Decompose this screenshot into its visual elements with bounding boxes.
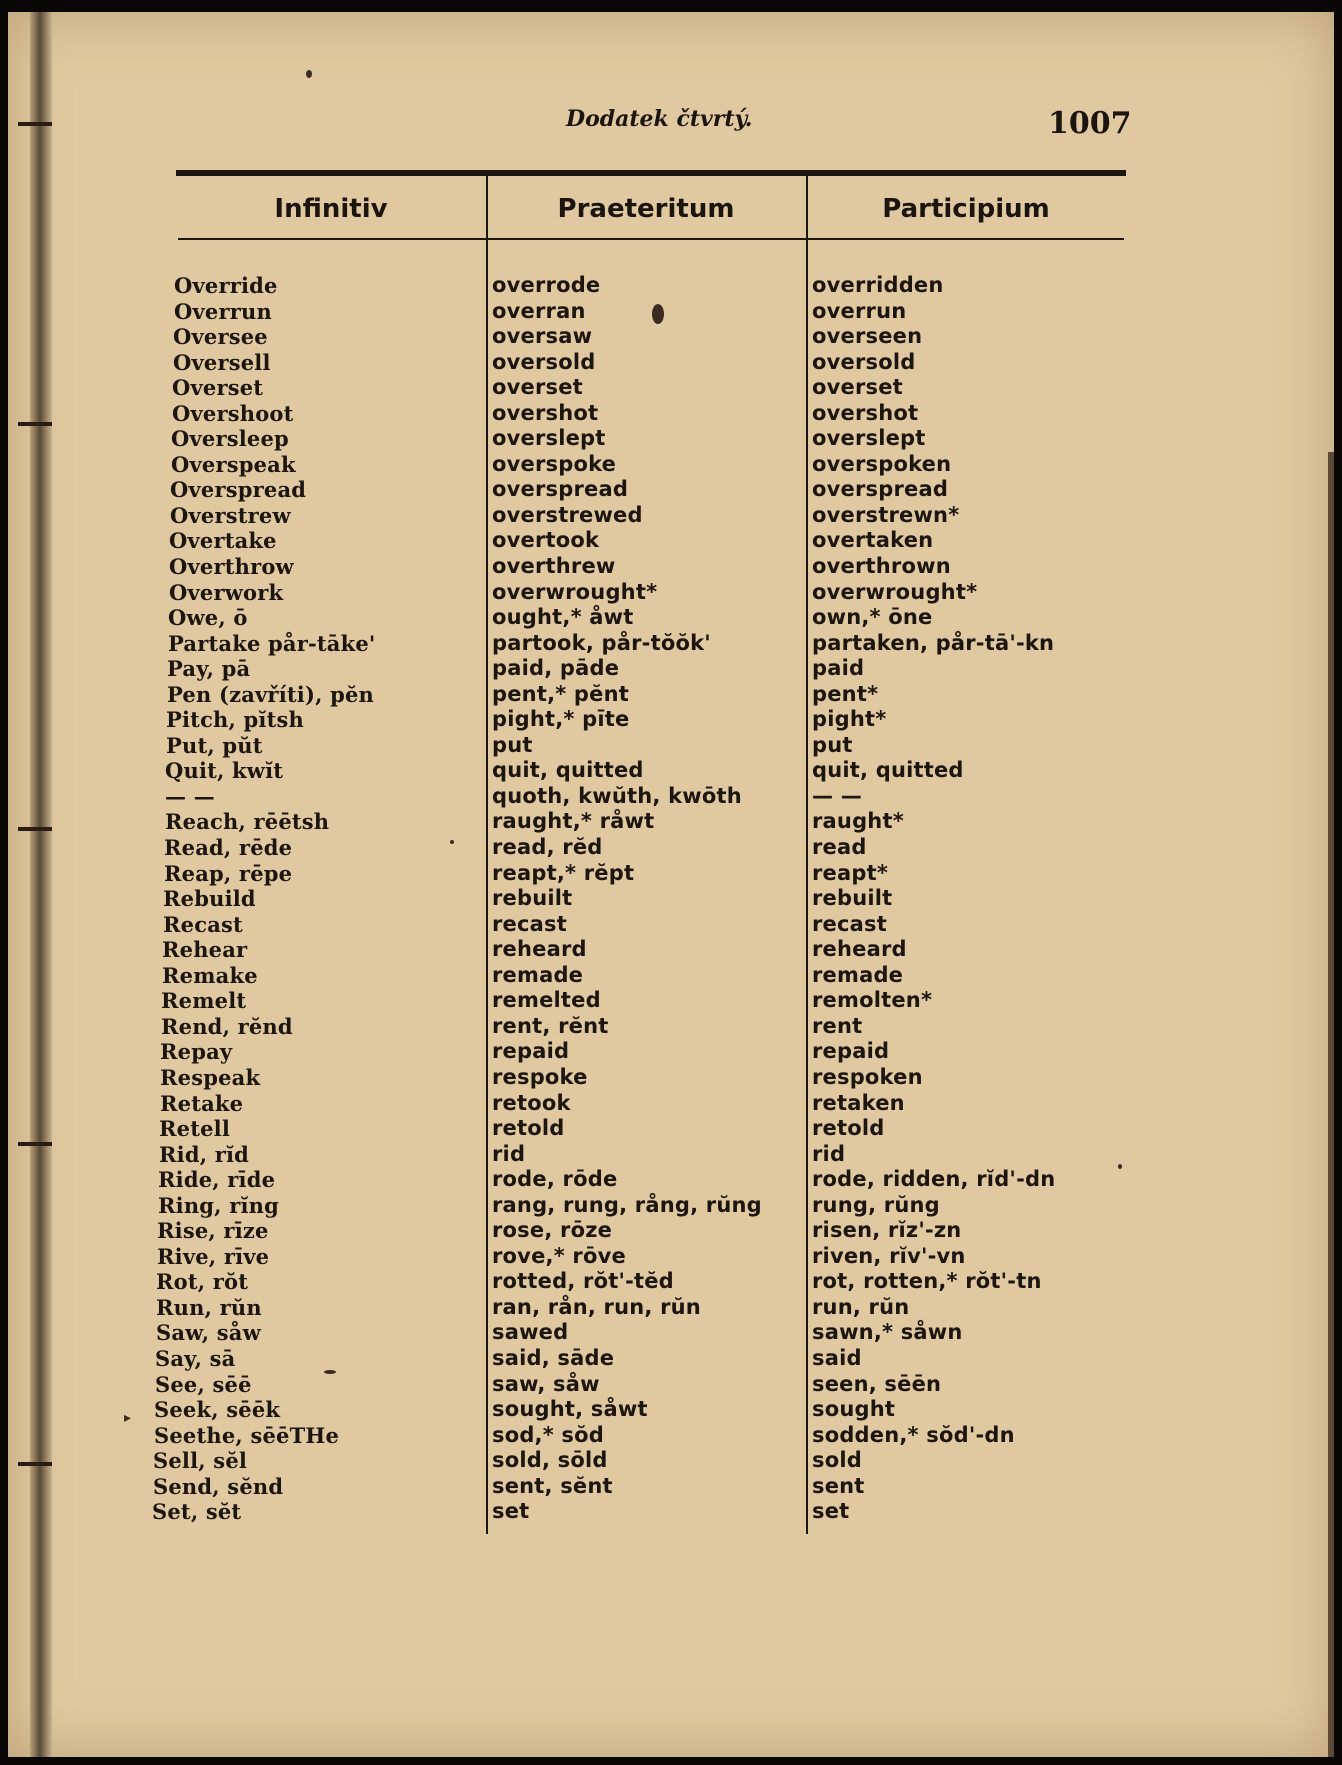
pointer-mark: ▸ [124, 1410, 132, 1426]
column-header-infinitiv: Infinitiv [274, 194, 388, 224]
participium-cell: overshot [812, 400, 919, 425]
participium-cell: rung, rŭng [812, 1192, 940, 1217]
infinitiv-cell: Overstrew [170, 502, 291, 528]
infinitiv-cell: Ring, rĭng [158, 1192, 279, 1218]
praeteritum-cell: quoth, kwŭth, kwōth [492, 783, 742, 808]
participium-cell: overwrought* [812, 579, 978, 604]
praeteritum-cell: overran [492, 298, 586, 323]
infinitiv-cell: Remelt [161, 988, 247, 1014]
praeteritum-cell: paid, pāde [492, 656, 620, 681]
infinitiv-cell: Recast [163, 911, 243, 937]
column-divider [806, 174, 808, 1534]
infinitiv-cell: Say, sā [155, 1345, 236, 1371]
infinitiv-cell: Rive, rīve [157, 1243, 270, 1269]
page-edge [1328, 452, 1334, 1757]
participium-cell: remolten* [812, 988, 933, 1013]
table-header-rule [178, 238, 1124, 240]
participium-cell: read [812, 835, 867, 860]
participium-cell: risen, rĭz'-zn [812, 1218, 962, 1243]
praeteritum-cell: retold [492, 1116, 565, 1141]
praeteritum-cell: ran, rån, run, rŭn [492, 1294, 701, 1319]
column-participium [812, 273, 1055, 1525]
infinitiv-cell: — — [165, 783, 215, 809]
praeteritum-cell: overshot [492, 400, 599, 425]
participium-cell: overset [812, 375, 903, 400]
praeteritum-cell: sawed [492, 1320, 569, 1345]
participium-cell: recast [812, 911, 887, 936]
participium-cell: rode, ridden, rĭd'-dn [812, 1167, 1056, 1192]
infinitiv-cell: Sell, sĕl [153, 1448, 248, 1474]
praeteritum-cell: overset [492, 375, 583, 400]
participium-cell: respoken [812, 1064, 923, 1089]
book-page [8, 12, 1334, 1757]
participium-cell: pent* [812, 681, 879, 706]
infinitiv-cell: See, sēē [155, 1371, 252, 1397]
praeteritum-cell: quit, quitted [492, 758, 644, 783]
participium-cell: rent [812, 1013, 863, 1038]
infinitiv-cell: Overthrow [169, 554, 294, 580]
participium-cell: own,* ōne [812, 605, 933, 630]
praeteritum-cell: overrode [492, 273, 601, 297]
infinitiv-cell: Remake [162, 962, 258, 988]
infinitiv-cell: Override [174, 273, 278, 298]
praeteritum-cell: read, rĕd [492, 835, 603, 860]
praeteritum-cell: overspread [492, 477, 629, 502]
praeteritum-cell: respoke [492, 1064, 588, 1089]
infinitiv-cell: Rend, rĕnd [161, 1013, 293, 1039]
praeteritum-cell: sought, såwt [492, 1397, 648, 1422]
participium-cell: remade [812, 962, 904, 987]
infinitiv-cell: Retell [159, 1116, 231, 1142]
participium-cell: paid [812, 656, 865, 681]
praeteritum-cell: ought,* åwt [492, 605, 634, 630]
participium-cell: raught* [812, 809, 904, 834]
column-divider [486, 174, 488, 1534]
praeteritum-cell: rid [492, 1141, 526, 1166]
praeteritum-cell: reapt,* rĕpt [492, 860, 635, 885]
participium-cell: set [812, 1499, 850, 1524]
participium-cell: overstrewn* [812, 502, 960, 527]
praeteritum-cell: rebuilt [492, 886, 573, 911]
participium-cell: repaid [812, 1039, 890, 1064]
praeteritum-cell: rent, rĕnt [492, 1013, 609, 1038]
infinitiv-cell: Respeak [160, 1064, 261, 1090]
praeteritum-cell: overthrew [492, 554, 616, 579]
infinitiv-cell: Pay, pā [167, 656, 251, 682]
participium-cell: rot, rotten,* rŏt'-tn [812, 1269, 1042, 1294]
page-title: Dodatek čtvrtý. [566, 106, 753, 132]
praeteritum-cell: rove,* rōve [492, 1243, 626, 1268]
participium-cell: retold [812, 1116, 885, 1141]
praeteritum-cell: overwrought* [492, 579, 658, 604]
infinitiv-cell: Seethe, sēēTHe [154, 1422, 340, 1448]
infinitiv-cell: Rehear [162, 937, 248, 963]
page-number: 1007 [1048, 106, 1132, 141]
infinitiv-cell: Rid, rĭd [159, 1141, 250, 1167]
infinitiv-cell: Rot, rŏt [156, 1269, 249, 1295]
participium-cell: reheard [812, 937, 907, 962]
column-infinitiv [152, 273, 376, 1525]
participium-cell: sawn,* såwn [812, 1320, 963, 1345]
infinitiv-cell: Oversee [173, 324, 268, 350]
participium-cell: quit, quitted [812, 758, 964, 783]
infinitiv-cell: Overrun [174, 298, 272, 324]
infinitiv-cell: Oversleep [171, 426, 289, 452]
infinitiv-cell: Put, pŭt [166, 732, 263, 758]
praeteritum-cell: pent,* pĕnt [492, 681, 629, 706]
participium-cell: rid [812, 1141, 846, 1166]
ink-speck [450, 840, 454, 844]
praeteritum-cell: pight,* pīte [492, 707, 630, 732]
participium-cell: sent [812, 1473, 865, 1498]
infinitiv-cell: Pen (zavříti), pĕn [167, 681, 375, 707]
infinitiv-cell: Reap, rēpe [164, 860, 293, 886]
infinitiv-cell: Overspread [170, 477, 307, 503]
infinitiv-cell: Overset [172, 375, 264, 401]
binding-stitch [18, 1142, 52, 1146]
praeteritum-cell: overstrewed [492, 502, 643, 527]
praeteritum-cell: partook, pår-tŏŏk' [492, 630, 711, 655]
participium-cell: retaken [812, 1090, 905, 1115]
participium-cell: run, rŭn [812, 1294, 910, 1319]
participium-cell: sought [812, 1397, 896, 1422]
praeteritum-cell: put [492, 732, 533, 757]
participium-cell: sold [812, 1448, 862, 1473]
participium-cell: overspoken [812, 451, 952, 476]
ink-speck [306, 70, 312, 78]
praeteritum-cell: sold, sōld [492, 1448, 608, 1473]
infinitiv-cell: Retake [160, 1090, 244, 1116]
infinitiv-cell: Rise, rīze [157, 1218, 269, 1244]
infinitiv-cell: Ride, rīde [158, 1167, 276, 1193]
participium-cell: overridden [812, 273, 944, 297]
binding-stitch [18, 122, 52, 126]
ink-speck [1118, 1164, 1122, 1169]
praeteritum-cell: overspoke [492, 451, 617, 476]
column-header-participium: Participium [882, 194, 1050, 224]
praeteritum-cell: oversaw [492, 324, 593, 349]
infinitiv-cell: Seek, sēēk [154, 1397, 281, 1423]
participium-cell: riven, rĭv'-vn [812, 1243, 966, 1268]
participium-cell: reapt* [812, 860, 889, 885]
binding-stitch [18, 1462, 52, 1466]
participium-cell: seen, sēēn [812, 1371, 942, 1396]
book-spine [30, 12, 52, 1757]
participium-cell: overrun [812, 298, 907, 323]
participium-cell: rebuilt [812, 886, 893, 911]
infinitiv-cell: Overtake [169, 528, 277, 554]
praeteritum-cell: overtook [492, 528, 600, 553]
participium-cell: pight* [812, 707, 887, 732]
praeteritum-cell: recast [492, 911, 567, 936]
praeteritum-cell: said, sāde [492, 1345, 615, 1370]
infinitiv-cell: Read, rēde [164, 835, 293, 861]
participium-cell: — — [812, 783, 862, 808]
praeteritum-cell: rose, rōze [492, 1218, 613, 1243]
infinitiv-cell: Owe, ō [168, 605, 248, 631]
infinitiv-cell: Overshoot [172, 400, 294, 426]
infinitiv-cell: Pitch, pĭtsh [166, 707, 304, 733]
praeteritum-cell: rang, rung, rång, rŭng [492, 1192, 762, 1217]
praeteritum-cell: repaid [492, 1039, 570, 1064]
column-praeteritum [492, 273, 762, 1525]
praeteritum-cell: raught,* råwt [492, 809, 655, 834]
participium-cell: overseen [812, 324, 923, 349]
binding-stitch [18, 422, 52, 426]
infinitiv-cell: Oversell [173, 349, 271, 375]
infinitiv-cell: Set, sĕt [152, 1499, 242, 1525]
infinitiv-cell: Overwork [169, 579, 284, 605]
participium-cell: sodden,* sŏd'-dn [812, 1422, 1015, 1447]
participium-cell: overthrown [812, 554, 951, 579]
table-top-rule [176, 170, 1126, 176]
praeteritum-cell: sent, sĕnt [492, 1473, 613, 1498]
praeteritum-cell: saw, såw [492, 1371, 600, 1396]
participium-cell: oversold [812, 349, 916, 374]
participium-cell: overspread [812, 477, 949, 502]
participium-cell: overtaken [812, 528, 934, 553]
infinitiv-cell: Overspeak [171, 451, 296, 477]
praeteritum-cell: remade [492, 962, 584, 987]
praeteritum-cell: rode, rōde [492, 1167, 618, 1192]
praeteritum-cell: overslept [492, 426, 606, 451]
praeteritum-cell: oversold [492, 349, 596, 374]
participium-cell: overslept [812, 426, 926, 451]
praeteritum-cell: remelted [492, 988, 601, 1013]
infinitiv-cell: Partake pår-tāke' [168, 630, 376, 656]
infinitiv-cell: Run, rŭn [156, 1294, 262, 1320]
participium-cell: said [812, 1345, 862, 1370]
column-header-praeteritum: Praeteritum [557, 194, 735, 224]
infinitiv-cell: Send, sĕnd [153, 1473, 284, 1499]
infinitiv-cell: Quit, kwĭt [165, 758, 284, 784]
infinitiv-cell: Reach, rēētsh [165, 809, 330, 835]
infinitiv-cell: Repay [160, 1039, 233, 1065]
praeteritum-cell: rotted, rŏt'-tĕd [492, 1269, 674, 1294]
infinitiv-cell: Rebuild [163, 886, 256, 912]
praeteritum-cell: reheard [492, 937, 587, 962]
participium-cell: put [812, 732, 853, 757]
participium-cell: partaken, pår-tā'-kn [812, 630, 1055, 655]
praeteritum-cell: retook [492, 1090, 571, 1115]
infinitiv-cell: Saw, såw [156, 1320, 261, 1346]
binding-stitch [18, 827, 52, 831]
praeteritum-cell: set [492, 1499, 530, 1524]
praeteritum-cell: sod,* sŏd [492, 1422, 604, 1447]
